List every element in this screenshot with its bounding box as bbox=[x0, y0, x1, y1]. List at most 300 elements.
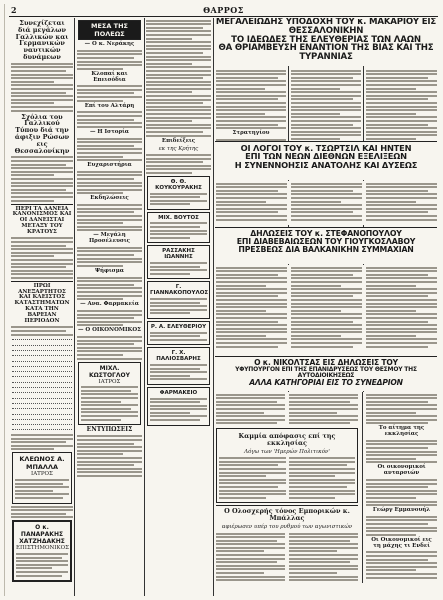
text-line-placeholder bbox=[16, 557, 62, 559]
text-line-placeholder bbox=[216, 422, 277, 424]
text-line-placeholder bbox=[216, 267, 287, 269]
text-line-placeholder bbox=[289, 540, 350, 542]
text-line-placeholder bbox=[11, 185, 73, 187]
text-line-placeholder bbox=[291, 321, 353, 323]
text-line-placeholder bbox=[81, 397, 138, 399]
text-line-placeholder bbox=[77, 211, 134, 213]
text-line-placeholder bbox=[291, 84, 361, 86]
text-line-placeholder bbox=[366, 310, 416, 312]
col3-head: Επιδείξεις bbox=[161, 137, 196, 144]
text-line-placeholder bbox=[150, 339, 207, 341]
text-line-placeholder bbox=[366, 98, 428, 100]
text-line-placeholder bbox=[289, 468, 356, 470]
text-line-placeholder bbox=[81, 419, 121, 421]
text-line-placeholder bbox=[216, 277, 287, 279]
business-ad bbox=[147, 347, 210, 385]
col2-item: — Ο κ. Νεράκης bbox=[84, 41, 135, 47]
text-line-placeholder bbox=[77, 219, 142, 221]
text-line-placeholder bbox=[216, 98, 278, 100]
text-line-placeholder bbox=[77, 111, 142, 113]
text-line-placeholder bbox=[77, 141, 142, 143]
text-line-placeholder bbox=[216, 190, 278, 192]
text-line-placeholder bbox=[366, 335, 416, 337]
text-line-placeholder bbox=[291, 77, 353, 79]
text-line-placeholder bbox=[77, 435, 142, 437]
doctor-ad-1 bbox=[12, 452, 72, 503]
text-line-placeholder bbox=[11, 513, 66, 515]
text-line-placeholder bbox=[11, 167, 73, 169]
text-line-placeholder bbox=[11, 182, 73, 184]
text-line-placeholder bbox=[11, 237, 73, 239]
text-line-placeholder bbox=[291, 116, 361, 118]
text-line-placeholder bbox=[289, 404, 358, 406]
text-line-placeholder bbox=[291, 70, 361, 72]
text-line-placeholder bbox=[11, 270, 73, 272]
main-headline-1c: ΘΑ ΘΡΙΑΜΒΕΥΣΗ ΕΝΑΝΤΙΟΝ ΤΗΣ ΒΙΑΣ ΚΑΙ ΤΗΣ ΤΥΡΑΝΝΙΑΣ bbox=[218, 43, 434, 63]
text-line-placeholder bbox=[216, 288, 287, 290]
text-line-placeholder bbox=[366, 412, 416, 414]
text-line-placeholder bbox=[81, 411, 138, 413]
text-line-placeholder bbox=[289, 533, 358, 535]
text-line-placeholder bbox=[11, 156, 73, 158]
ad-title: ΡΑΣΣΑΚΗΣ ΙΩΑΝΝΗΣ bbox=[162, 248, 195, 261]
text-line-placeholder bbox=[291, 310, 341, 312]
text-line-placeholder bbox=[150, 193, 207, 195]
text-line-placeholder bbox=[150, 269, 207, 271]
text-line-placeholder bbox=[146, 158, 211, 160]
text-line-placeholder bbox=[291, 95, 361, 97]
text-line-placeholder bbox=[366, 88, 416, 90]
text-line-placeholder bbox=[11, 81, 54, 83]
text-line-placeholder bbox=[289, 579, 358, 581]
ad-subtitle: ΙΑΤΡΟΣ bbox=[98, 378, 121, 385]
text-line-placeholder bbox=[146, 95, 211, 97]
text-line-placeholder bbox=[216, 183, 287, 185]
text-line-placeholder bbox=[366, 138, 416, 140]
right-story-head: Οι Οικονομικοί εις τη μάχης τι Ενδεί bbox=[371, 536, 432, 549]
text-line-placeholder bbox=[150, 233, 207, 235]
text-line-placeholder bbox=[366, 109, 437, 111]
text-line-placeholder bbox=[146, 77, 203, 79]
col2-item: — Μεγάλη Προσέλευσις bbox=[88, 232, 130, 245]
text-line-placeholder bbox=[366, 573, 437, 575]
text-line-placeholder bbox=[77, 138, 142, 140]
text-line-placeholder bbox=[11, 241, 73, 243]
text-line-placeholder bbox=[77, 317, 134, 319]
text-line-placeholder bbox=[291, 106, 361, 108]
text-line-placeholder bbox=[146, 161, 203, 163]
text-line-placeholder bbox=[77, 156, 123, 158]
text-line-placeholder bbox=[219, 493, 286, 495]
text-line-placeholder bbox=[216, 335, 266, 337]
text-line-placeholder bbox=[216, 299, 287, 301]
text-line-placeholder bbox=[77, 226, 142, 228]
newspaper-page bbox=[4, 4, 438, 596]
text-line-placeholder bbox=[219, 479, 286, 481]
text-line-placeholder bbox=[77, 287, 142, 289]
text-line-placeholder bbox=[150, 398, 207, 400]
text-line-placeholder bbox=[146, 154, 211, 156]
text-line-placeholder bbox=[150, 298, 207, 300]
text-line-placeholder bbox=[77, 298, 123, 300]
text-line-placeholder bbox=[291, 313, 362, 315]
text-line-placeholder bbox=[77, 85, 142, 87]
text-line-placeholder bbox=[11, 255, 54, 257]
text-line-placeholder bbox=[146, 48, 211, 50]
text-line-placeholder bbox=[216, 219, 287, 221]
text-line-placeholder bbox=[291, 102, 361, 104]
text-line-placeholder bbox=[146, 102, 203, 104]
text-line-placeholder bbox=[11, 84, 73, 86]
text-line-placeholder bbox=[216, 321, 278, 323]
text-line-placeholder bbox=[366, 497, 416, 499]
text-line-placeholder bbox=[216, 106, 286, 108]
text-line-placeholder bbox=[16, 575, 62, 577]
text-line-placeholder bbox=[219, 472, 286, 474]
text-line-placeholder bbox=[81, 415, 138, 417]
text-line-placeholder bbox=[366, 338, 437, 340]
text-line-placeholder bbox=[289, 493, 356, 495]
text-line-placeholder bbox=[289, 475, 336, 477]
text-line-placeholder bbox=[216, 70, 286, 72]
col2-item: — Η Ιστορία bbox=[89, 128, 130, 135]
text-line-placeholder bbox=[216, 412, 264, 414]
text-line-placeholder bbox=[289, 576, 358, 578]
business-ad bbox=[147, 176, 210, 210]
text-line-placeholder bbox=[11, 196, 73, 198]
text-line-placeholder bbox=[216, 404, 285, 406]
text-line-placeholder bbox=[291, 190, 353, 192]
text-line-placeholder bbox=[291, 193, 362, 195]
text-line-placeholder bbox=[216, 533, 285, 535]
text-line-placeholder bbox=[216, 540, 277, 542]
text-line-placeholder bbox=[291, 292, 362, 294]
text-line-placeholder bbox=[216, 328, 287, 330]
text-line-placeholder bbox=[216, 127, 286, 129]
text-line-placeholder bbox=[11, 434, 73, 436]
text-line-placeholder bbox=[146, 27, 203, 29]
text-line-placeholder bbox=[216, 215, 287, 217]
text-line-placeholder bbox=[77, 174, 142, 176]
text-line-placeholder bbox=[366, 116, 437, 118]
price-table bbox=[11, 337, 73, 432]
ad-title: ΜΙΧΛ. ΚΩΣΤΟΓΛΟΥ bbox=[89, 364, 130, 379]
text-line-placeholder bbox=[366, 408, 437, 410]
text-line-placeholder bbox=[366, 569, 416, 571]
col1-headline-1: Συνεχίζεται διά μεγάλων Γαλλικών και Γερμανικών ναυτικών δυνάμεων bbox=[15, 19, 69, 62]
text-line-placeholder bbox=[216, 536, 285, 538]
ad-title: ΜΙΧ. ΒΟΥΤΟΣ bbox=[158, 214, 199, 221]
text-line-placeholder bbox=[219, 461, 286, 463]
text-line-placeholder bbox=[146, 30, 211, 32]
text-line-placeholder bbox=[216, 568, 285, 570]
text-line-placeholder bbox=[216, 186, 287, 188]
text-line-placeholder bbox=[11, 516, 73, 518]
text-line-placeholder bbox=[216, 579, 285, 581]
text-line-placeholder bbox=[11, 509, 73, 511]
text-line-placeholder bbox=[289, 561, 350, 563]
text-line-placeholder bbox=[216, 91, 286, 93]
text-line-placeholder bbox=[77, 471, 142, 473]
text-line-placeholder bbox=[146, 106, 211, 108]
text-line-placeholder bbox=[77, 96, 142, 98]
text-line-placeholder bbox=[291, 281, 362, 283]
text-line-placeholder bbox=[366, 451, 437, 453]
text-line-placeholder bbox=[366, 342, 437, 344]
text-line-placeholder bbox=[216, 401, 277, 403]
text-line-placeholder bbox=[216, 281, 287, 283]
text-line-placeholder bbox=[216, 419, 285, 421]
text-line-placeholder bbox=[77, 261, 142, 263]
text-line-placeholder bbox=[366, 73, 437, 75]
text-line-placeholder bbox=[77, 324, 123, 326]
text-line-placeholder bbox=[150, 368, 200, 370]
text-line-placeholder bbox=[150, 302, 200, 304]
text-line-placeholder bbox=[289, 536, 358, 538]
text-line-placeholder bbox=[146, 63, 192, 65]
text-line-placeholder bbox=[366, 106, 437, 108]
text-line-placeholder bbox=[366, 77, 428, 79]
text-line-placeholder bbox=[291, 113, 340, 115]
text-line-placeholder bbox=[219, 457, 286, 459]
business-ad bbox=[147, 245, 210, 279]
text-line-placeholder bbox=[216, 565, 285, 567]
ad-title: Ο κ. ΠΑΝΑΡΑΚΗΣ ΧΑΤΖΗΔΑΚΗΣ bbox=[19, 524, 65, 546]
text-line-placeholder bbox=[291, 201, 341, 203]
text-line-placeholder bbox=[77, 189, 142, 191]
text-line-placeholder bbox=[291, 127, 361, 129]
text-line-placeholder bbox=[11, 263, 73, 265]
text-line-placeholder bbox=[291, 124, 353, 126]
text-line-placeholder bbox=[366, 397, 437, 399]
text-line-placeholder bbox=[366, 555, 437, 557]
main-headline-4c: ΑΛΛΑ ΚΑΤΗΓΟΡΙΑΙ ΕΙΣ ΤΟ ΣΥΝΕΔΡΙΟΝ bbox=[249, 377, 403, 387]
text-line-placeholder bbox=[366, 131, 437, 133]
text-line-placeholder bbox=[11, 171, 73, 173]
text-line-placeholder bbox=[77, 468, 142, 470]
text-line-placeholder bbox=[77, 53, 142, 55]
text-line-placeholder bbox=[150, 266, 200, 268]
text-line-placeholder bbox=[146, 41, 211, 43]
text-line-placeholder bbox=[216, 342, 287, 344]
text-line-placeholder bbox=[77, 354, 123, 356]
text-line-placeholder bbox=[291, 342, 362, 344]
text-line-placeholder bbox=[77, 115, 142, 117]
text-line-placeholder bbox=[291, 285, 341, 287]
text-line-placeholder bbox=[366, 95, 437, 97]
text-line-placeholder bbox=[366, 321, 428, 323]
text-line-placeholder bbox=[366, 306, 437, 308]
text-line-placeholder bbox=[366, 211, 428, 213]
main-headline-4b: ΥΦΥΠΟΥΡΓΟΝ ΕΠΙ ΤΗΣ ΕΠΑΝΙΔΡΥΣΕΩΣ ΤΟΥ ΘΕΣΜΟΥ ΤΗΣ ΑΥΤΟΔΙΟΙΚΗΣΕΩΣ bbox=[235, 365, 417, 379]
main-headline-3: ΔΗΛΩΣΕΙΣ ΤΟΥ κ. ΣΤΕΦΑΝΟΠΟΥΛΟΥ bbox=[250, 229, 402, 238]
text-line-placeholder bbox=[150, 405, 207, 407]
text-line-placeholder bbox=[216, 303, 287, 305]
text-line-placeholder bbox=[150, 332, 207, 334]
text-line-placeholder bbox=[77, 148, 142, 150]
text-line-placeholder bbox=[77, 152, 142, 154]
text-line-placeholder bbox=[146, 172, 192, 174]
text-line-placeholder bbox=[291, 219, 362, 221]
text-line-placeholder bbox=[81, 393, 138, 395]
text-line-placeholder bbox=[291, 338, 362, 340]
text-line-placeholder bbox=[150, 378, 207, 380]
text-line-placeholder bbox=[77, 310, 142, 312]
text-line-placeholder bbox=[16, 571, 68, 573]
text-line-placeholder bbox=[150, 375, 190, 377]
text-line-placeholder bbox=[15, 490, 53, 492]
text-line-placeholder bbox=[77, 350, 142, 352]
text-line-placeholder bbox=[289, 547, 358, 549]
text-line-placeholder bbox=[219, 482, 286, 484]
main-headline-2b: ΕΠΙ ΤΩΝ ΝΕΩΝ ΔΙΕΘΝΩΝ ΕΞΕΛΙΞΕΩΝ bbox=[245, 151, 407, 162]
text-line-placeholder bbox=[11, 330, 66, 332]
text-line-placeholder bbox=[289, 482, 356, 484]
text-line-placeholder bbox=[291, 303, 362, 305]
text-line-placeholder bbox=[291, 204, 362, 206]
text-line-placeholder bbox=[291, 73, 361, 75]
text-line-placeholder bbox=[289, 472, 356, 474]
text-line-placeholder bbox=[216, 285, 266, 287]
text-line-placeholder bbox=[289, 401, 350, 403]
text-line-placeholder bbox=[216, 346, 278, 348]
headline-2-block bbox=[215, 141, 437, 180]
col2-item: Εκδηλώσεις bbox=[90, 195, 129, 202]
text-line-placeholder bbox=[81, 401, 121, 403]
col2-item: Επί του Αλτάρη bbox=[84, 102, 135, 109]
text-line-placeholder bbox=[366, 270, 437, 272]
text-line-placeholder bbox=[77, 119, 134, 121]
text-line-placeholder bbox=[15, 497, 63, 499]
text-line-placeholder bbox=[366, 295, 428, 297]
col2-item: — Ανα. Φαρμακεία bbox=[80, 301, 139, 308]
business-ad bbox=[147, 281, 210, 319]
text-line-placeholder bbox=[150, 401, 200, 403]
text-line-placeholder bbox=[11, 178, 73, 180]
text-line-placeholder bbox=[289, 568, 358, 570]
text-line-placeholder bbox=[366, 204, 437, 206]
text-line-placeholder bbox=[366, 186, 437, 188]
text-line-placeholder bbox=[366, 479, 437, 481]
section-title: ΜΕΣΑ ΤΗΣ ΠΟΛΕΩΣ bbox=[91, 22, 128, 38]
text-line-placeholder bbox=[291, 317, 362, 319]
text-line-placeholder bbox=[77, 208, 142, 210]
text-line-placeholder bbox=[366, 102, 437, 104]
text-line-placeholder bbox=[216, 102, 286, 104]
text-line-placeholder bbox=[146, 131, 203, 133]
text-line-placeholder bbox=[77, 457, 142, 459]
text-line-placeholder bbox=[291, 109, 361, 111]
text-line-placeholder bbox=[366, 551, 437, 553]
text-line-placeholder bbox=[366, 313, 437, 315]
text-line-placeholder bbox=[291, 270, 362, 272]
text-line-placeholder bbox=[366, 394, 437, 396]
text-line-placeholder bbox=[11, 70, 66, 72]
text-line-placeholder bbox=[11, 326, 73, 328]
text-line-placeholder bbox=[216, 211, 278, 213]
text-line-placeholder bbox=[291, 299, 362, 301]
text-line-placeholder bbox=[289, 543, 358, 545]
text-line-placeholder bbox=[77, 64, 142, 66]
text-line-placeholder bbox=[11, 95, 73, 97]
text-line-placeholder bbox=[366, 454, 437, 456]
text-line-placeholder bbox=[366, 443, 437, 445]
text-line-placeholder bbox=[146, 23, 211, 25]
text-line-placeholder bbox=[366, 577, 437, 579]
text-line-placeholder bbox=[81, 408, 131, 410]
text-line-placeholder bbox=[77, 92, 134, 94]
main-headline-4: Ο κ. ΝΙΚΟΛΤΣΑΣ ΕΙΣ ΔΗΛΩΣΕΙΣ ΤΟΥ bbox=[254, 358, 398, 367]
text-line-placeholder bbox=[146, 66, 211, 68]
text-line-placeholder bbox=[77, 57, 134, 59]
text-line-placeholder bbox=[366, 267, 437, 269]
text-line-placeholder bbox=[146, 74, 211, 76]
text-line-placeholder bbox=[11, 74, 73, 76]
text-line-placeholder bbox=[11, 160, 73, 162]
text-line-placeholder bbox=[77, 204, 142, 206]
text-line-placeholder bbox=[150, 262, 207, 264]
text-line-placeholder bbox=[289, 554, 358, 556]
text-line-placeholder bbox=[366, 292, 437, 294]
text-line-placeholder bbox=[11, 77, 73, 79]
text-line-placeholder bbox=[291, 274, 353, 276]
text-line-placeholder bbox=[77, 178, 134, 180]
text-line-placeholder bbox=[291, 138, 340, 140]
text-line-placeholder bbox=[146, 120, 192, 122]
text-line-placeholder bbox=[291, 295, 353, 297]
column-rule bbox=[144, 18, 145, 596]
text-line-placeholder bbox=[216, 558, 285, 560]
section-3-body bbox=[216, 265, 437, 365]
text-line-placeholder bbox=[11, 63, 73, 65]
section-2-body bbox=[216, 181, 437, 225]
main-small-head: Στρατηγίου bbox=[232, 130, 270, 137]
text-line-placeholder bbox=[216, 572, 264, 574]
text-line-placeholder bbox=[11, 245, 66, 247]
text-line-placeholder bbox=[11, 92, 66, 94]
right-story-head: Οι οικονομικοί ανταρσιών bbox=[377, 464, 426, 477]
text-line-placeholder bbox=[11, 448, 54, 450]
text-line-placeholder bbox=[77, 61, 142, 63]
text-line-placeholder bbox=[291, 346, 353, 348]
text-line-placeholder bbox=[289, 550, 337, 552]
col2-item: Ψήφισμα bbox=[95, 267, 124, 274]
text-line-placeholder bbox=[216, 80, 286, 82]
text-line-placeholder bbox=[77, 265, 123, 267]
text-line-placeholder bbox=[150, 415, 207, 417]
text-line-placeholder bbox=[150, 226, 200, 228]
text-line-placeholder bbox=[289, 397, 358, 399]
text-line-placeholder bbox=[150, 419, 200, 421]
text-line-placeholder bbox=[77, 291, 142, 293]
column-3 bbox=[146, 18, 211, 596]
text-line-placeholder bbox=[366, 190, 428, 192]
text-line-placeholder bbox=[77, 258, 142, 260]
text-line-placeholder bbox=[81, 386, 138, 388]
text-line-placeholder bbox=[11, 88, 73, 90]
text-line-placeholder bbox=[146, 45, 211, 47]
headline-4-block bbox=[215, 356, 437, 391]
text-line-placeholder bbox=[366, 486, 428, 488]
text-line-placeholder bbox=[16, 564, 68, 566]
text-line-placeholder bbox=[216, 310, 266, 312]
text-line-placeholder bbox=[216, 394, 285, 396]
text-line-placeholder bbox=[366, 419, 437, 421]
text-line-placeholder bbox=[77, 89, 142, 91]
text-line-placeholder bbox=[219, 464, 278, 466]
text-line-placeholder bbox=[216, 270, 287, 272]
text-line-placeholder bbox=[16, 560, 68, 562]
